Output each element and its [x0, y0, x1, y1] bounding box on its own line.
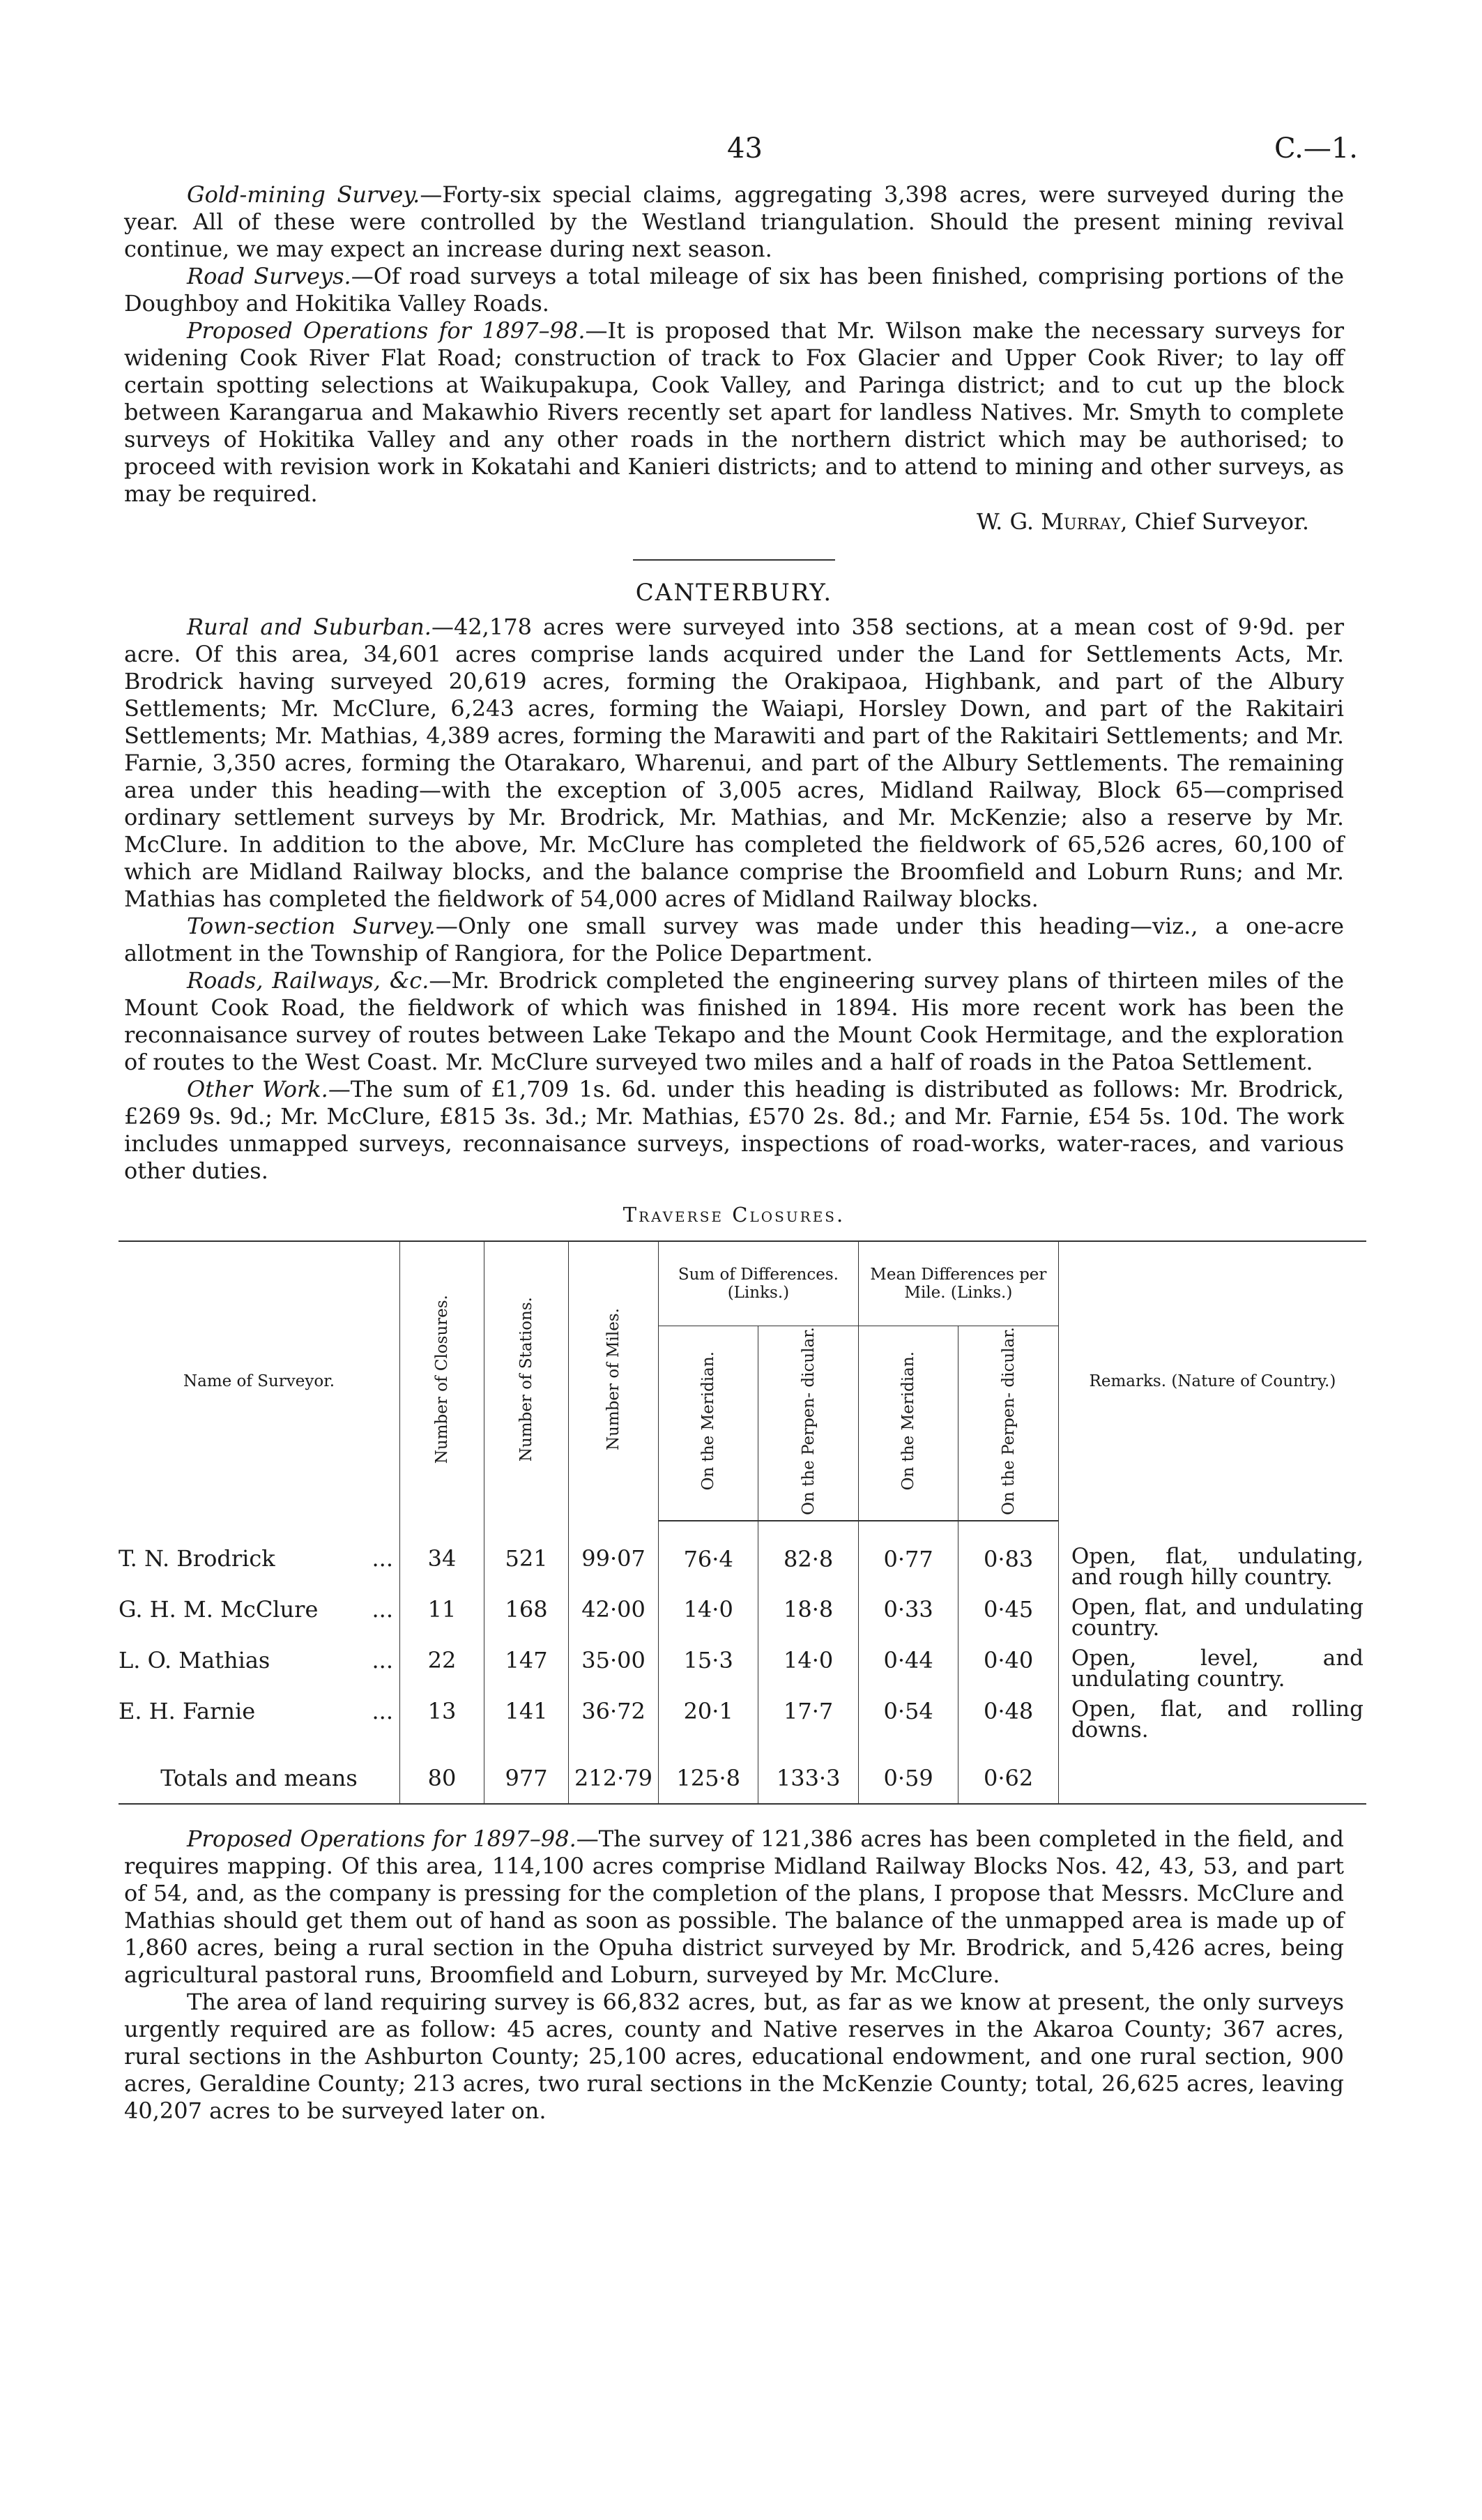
roads-railways-paragraph — [124, 967, 1344, 1076]
header-mean-differences: Mean Differences per Mile. (Links.) — [858, 1241, 1058, 1326]
rural-paragraph — [124, 614, 1344, 913]
stations-cell: 147 — [484, 1647, 569, 1698]
mean-perpendicular-cell: 0·83 — [958, 1521, 1058, 1596]
header-sum-meridian: On the Meridian. — [658, 1326, 758, 1521]
header-stations: Number of Stations. — [484, 1241, 569, 1521]
closures-cell: 22 — [400, 1647, 484, 1698]
totals-label: Totals and means — [119, 1749, 400, 1804]
mean-meridian-cell: 0·77 — [858, 1521, 958, 1596]
roads-railways-heading: Roads, Railways, &c. — [187, 967, 429, 994]
signature-name: W. G. Murray — [976, 508, 1121, 535]
westland-proposed-heading: Proposed Operations for 1897–98. — [187, 317, 586, 344]
header-remarks: Remarks. (Nature of Country.) — [1058, 1241, 1366, 1521]
road-surveys-text: —Of road surveys a total mileage of six has been finished, comprising portions of the Doughboy and Hokitika Valley Roads. — [124, 263, 1345, 317]
total-sum-meridian: 125·8 — [658, 1749, 758, 1804]
road-surveys-heading: Road Surveys. — [187, 263, 351, 289]
totals-remarks-empty — [1058, 1749, 1366, 1804]
page-header — [124, 132, 1358, 181]
closures-cell: 34 — [400, 1521, 484, 1596]
westland-proposed-paragraph — [124, 317, 1344, 508]
stations-cell: 521 — [484, 1521, 569, 1596]
totals-row — [119, 1749, 1366, 1804]
document-reference: C.—1. — [1274, 132, 1358, 165]
canterbury-proposed-heading: Proposed Operations for 1897–98. — [187, 1825, 576, 1852]
gold-mining-text: —Forty-six special claims, aggregating 3,398 acres, were surveyed during the year. All of these were controlled by the Westland triangulation. Should the present mining revival continue, we may expect an increase during next season. — [124, 181, 1344, 262]
miles-cell: 35·00 — [569, 1647, 659, 1698]
closures-cell: 13 — [400, 1698, 484, 1749]
traverse-closures-table — [119, 1240, 1366, 1805]
header-sum-perpendicular: On the Perpen- dicular. — [758, 1326, 858, 1521]
sum-perpendicular-cell: 18·8 — [758, 1596, 858, 1647]
roads-railways-text: —Mr. Brodrick completed the engineering survey plans of thirteen miles of the Mount Cook Road, the fieldwork of which was finished in 1894. His more recent work has been the reconnaisance survey of routes between Lake Tekapo and the Mount Cook Hermitage, and the exploration of routes to the West Coast. Mr. McClure surveyed two miles and a half of roads in the Patoa Settlement. — [124, 967, 1345, 1075]
closures-cell: 11 — [400, 1596, 484, 1647]
westland-proposed-text: —It is proposed that Mr. Wilson make the necessary surveys for widening Cook River Flat Road; construction of track to Fox Glacier and Upper Cook River; to lay off certain spotting selections at Waikupakupa, Cook Valley, and Paringa district; and to cut up the block between Karangarua and Makawhio Rivers recently set apart for landless Natives. Mr. Smyth to complete surveys of Hokitika Valley and any other roads in the northern district which may be authorised; to proceed with revision work in Kokatahi and Kanieri districts; and to attend to mining and other surveys, as may be required. — [124, 317, 1345, 507]
signature-title: , Chief Surveyor. — [1120, 508, 1309, 535]
table-row — [119, 1596, 1366, 1647]
stations-cell: 168 — [484, 1596, 569, 1647]
mean-meridian-cell: 0·44 — [858, 1647, 958, 1698]
table-row — [119, 1521, 1366, 1596]
table-row — [119, 1647, 1366, 1698]
rural-heading: Rural and Suburban. — [187, 614, 431, 640]
miles-cell: 99·07 — [569, 1521, 659, 1596]
remarks-cell: Open, flat, and undulating country. — [1058, 1596, 1366, 1647]
remarks-cell: Open, flat, undulating, and rough hilly country. — [1058, 1521, 1366, 1596]
sum-meridian-cell: 14·0 — [658, 1596, 758, 1647]
miles-cell: 42·00 — [569, 1596, 659, 1647]
mean-perpendicular-cell: 0·45 — [958, 1596, 1058, 1647]
table-title: Traverse Closures. — [622, 1203, 846, 1227]
sum-perpendicular-cell: 82·8 — [758, 1521, 858, 1596]
surveyor-name: L. O. Mathias ... — [119, 1646, 393, 1673]
town-section-text: —Only one small survey was made under this heading—viz., a one-acre allotment in the Township of Rangiora, for the Police Department. — [124, 913, 1345, 966]
mean-meridian-cell: 0·54 — [858, 1698, 958, 1749]
canterbury-title: CANTERBURY. — [635, 579, 833, 607]
mean-perpendicular-total: 0·62 — [958, 1749, 1058, 1804]
gold-mining-paragraph — [124, 181, 1344, 263]
header-mean-perpendicular: On the Perpen- dicular. — [958, 1326, 1058, 1521]
sum-perpendicular-cell: 14·0 — [758, 1647, 858, 1698]
sum-meridian-cell: 20·1 — [658, 1698, 758, 1749]
total-miles: 212·79 — [569, 1749, 659, 1804]
sum-perpendicular-cell: 17·7 — [758, 1698, 858, 1749]
header-miles: Number of Miles. — [569, 1241, 659, 1521]
total-stations: 977 — [484, 1749, 569, 1804]
sum-meridian-cell: 15·3 — [658, 1647, 758, 1698]
mean-perpendicular-cell: 0·48 — [958, 1698, 1058, 1749]
mean-perpendicular-cell: 0·40 — [958, 1647, 1058, 1698]
signature — [124, 508, 1309, 536]
header-sum-of-differences: Sum of Differences. (Links.) — [658, 1241, 858, 1326]
table-row — [119, 1698, 1366, 1749]
header-closures: Number of Closures. — [400, 1241, 484, 1521]
miles-cell: 36·72 — [569, 1698, 659, 1749]
other-work-paragraph — [124, 1076, 1344, 1185]
remarks-cell: Open, flat, and rolling downs. — [1058, 1698, 1366, 1749]
town-section-heading: Town-section Survey. — [187, 913, 436, 939]
gold-mining-heading: Gold-mining Survey. — [187, 181, 420, 208]
other-work-heading: Other Work. — [187, 1076, 328, 1102]
stations-cell: 141 — [484, 1698, 569, 1749]
surveyor-name: E. H. Farnie ... — [119, 1697, 393, 1724]
document-page — [119, 132, 1363, 2125]
canterbury-proposed-paragraph — [124, 1826, 1344, 1989]
mean-meridian-total: 0·59 — [858, 1749, 958, 1804]
page-number: 43 — [727, 132, 763, 165]
mean-meridian-cell: 0·33 — [858, 1596, 958, 1647]
section-divider — [633, 559, 835, 561]
surveyor-name: G. H. M. McClure ... — [119, 1595, 393, 1623]
after-table-section — [124, 1826, 1344, 2125]
surveyor-name: T. N. Brodrick ... — [119, 1544, 393, 1572]
area-requiring-survey-paragraph: The area of land requiring survey is 66,832 acres, but, as far as we know at present, the only surveys urgently required are as follow: 45 acres, county and Native reserves in the Akaroa County; 367 acres, rural sections in the Ashburton County; 25,100 acres, educational endowment, and one rural section, 900 acres, Geraldine County; 213 acres, two rural sections in the McKenzie County; total, 26,625 acres, leaving 40,207 acres to be surveyed later on. — [124, 1988, 1344, 2124]
canterbury-proposed-text: —The survey of 121,386 acres has been completed in the field, and requires mapping. Of this area, 114,100 acres comprise Midland Railway Blocks Nos. 42, 43, 53, and part of 54, and, as the company is pressing for the completion of the plans, I propose that Messrs. McClure and Mathias should get them out of hand as soon as possible. The balance of the unmapped area is made up of 1,860 acres, being a rural section in the Opuha district surveyed by Mr. Brodrick, and 5,426 acres, being agricultural pastoral runs, Broomfield and Loburn, surveyed by Mr. McClure. — [124, 1825, 1345, 1988]
total-closures: 80 — [400, 1749, 484, 1804]
header-name-of-surveyor: Name of Surveyor. — [119, 1241, 400, 1521]
remarks-cell: Open, level, and undulating country. — [1058, 1647, 1366, 1698]
other-work-text: —The sum of £1,709 1s. 6d. under this heading is distributed as follows: Mr. Brodrick, £269 9s. 9d.; Mr. McClure, £815 3s. 3d.; Mr. Mathias, £570 2s. 8d.; and Mr. Farnie, £54 5s. 10d. The work includes unmapped surveys, reconnaisance surveys, inspections of road-works, water-races, and various other duties. — [124, 1076, 1345, 1184]
header-mean-meridian: On the Meridian. — [858, 1326, 958, 1521]
town-section-paragraph — [124, 913, 1344, 967]
total-sum-perpendicular: 133·3 — [758, 1749, 858, 1804]
sum-meridian-cell: 76·4 — [658, 1521, 758, 1596]
road-surveys-paragraph — [124, 263, 1344, 317]
rural-text: —42,178 acres were surveyed into 358 sections, at a mean cost of 9·9d. per acre. Of this area, 34,601 acres comprise lands acquired under the Land for Settlements Acts, Mr. Brodrick having surveyed 20,619 acres, forming the Orakipaoa, Highbank, and part of the Albury Settlements; Mr. McClure, 6,243 acres, forming the Waiapi, Horsley Down, and part of the Rakitairi Settlements; Mr. Mathias, 4,389 acres, forming the Marawiti and part of the Rakitairi Settlements; and Mr. Farnie, 3,350 acres, forming the Otarakaro, Wharenui, and part of the Albury Settlements. The remaining area under this heading—with the exception of 3,005 acres, Midland Railway, Block 65—comprised ordinary settlement surveys by Mr. Brodrick, Mr. Mathias, and Mr. McKenzie; also a reserve by Mr. McClure. In addition to the above, Mr. McClure has completed the fieldwork of 65,526 acres, 60,100 of which are Midland Railway blocks, and the balance comprise the Broomfield and Loburn Runs; and Mr. Mathias has completed the fieldwork of 54,000 acres of Midland Railway blocks. — [124, 614, 1345, 912]
